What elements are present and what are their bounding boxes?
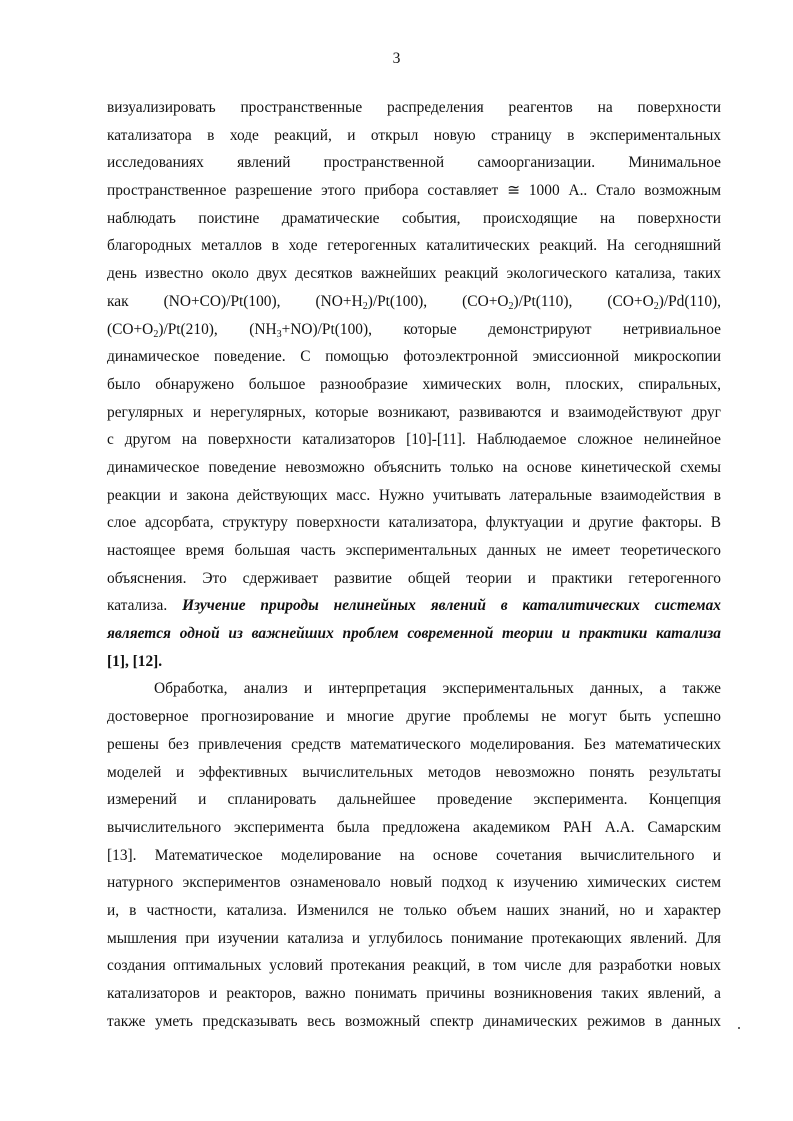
text-line: измерений и спланировать дальнейшее проведение эксперимента. Концепция [107,791,721,809]
text-line: катализаторов и реакторов, важно понимать причины возникновения таких явлений, а [107,985,721,1002]
emphasized-text: является одной из важнейших проблем современной теории и практики катализа [107,625,721,643]
citation-line [107,648,721,676]
text-line-formulas: как (NO+CO)/Pt(100), $(NO+H_2)/Pt(100)$, $(CO+O_2)/Pt(110)$, $(CO+O_2)/Pd(110)$, [107,292,721,312]
margin-dot [738,1027,740,1029]
text-line: катализатора в ходе реакций, и открыл новую страницу в экспериментальных [107,126,721,144]
page-number: 3 [392,50,401,67]
text-line: натурного экспериментов ознаменовало новый подход к изучению химических систем [107,874,721,892]
text-line: пространственное разрешение этого прибора составляет ≅ 1000 А.. Стало возможным [107,182,721,200]
text-line: наблюдать поистине драматические события, происходящие на поверхности [107,209,721,227]
text-line-emphasis: катализа. Изучение природы нелинейных явлений в каталитических системах [107,597,721,615]
text-line: также уметь предсказывать весь возможный спектр динамических режимов в данных [107,1012,721,1030]
text-line: настоящее время большая часть экспериментальных данных не имеет теоретического [107,542,721,559]
text-line: моделей и эффективных вычислительных методов невозможно понять результаты [107,763,721,781]
text-line-emphasis [107,620,721,648]
emphasized-text: Изучение природы нелинейных явлений в каталитических системах [182,597,721,615]
text-line-formulas: $(CO+O_2)/Pt(210)$, $(NH_3+NO)/Pt(100)$, которые демонстрируют нетривиальное [107,320,721,340]
text-line: [13]. Математическое моделирование на основе сочетания вычислительного и [107,846,721,864]
text-line: с другом на поверхности катализаторов [10]-[11]. Наблюдаемое сложное нелинейное [107,431,721,449]
text-line: решены без привлечения средств математического моделирования. Без математических [107,735,721,753]
paragraph-1 [107,94,721,675]
text-line: день известно около двух десятков важнейших реакций экологического катализа, таких [107,265,721,283]
text-line: создания оптимальных условий протекания реакций, в том числе для разработки новых [107,957,721,975]
body-text [107,94,721,1035]
text-line: слое адсорбата, структуру поверхности катализатора, флуктуации и другие факторы. В [107,514,721,532]
text-line: реакции и закона действующих масс. Нужно учитывать латеральные взаимодействия в [107,486,721,504]
text-line: мышления при изучении катализа и углубилось понимание протекающих явлений. Для [107,929,721,947]
text-line: объяснения. Это сдерживает развитие общей теории и практики гетерогенного [107,569,721,587]
text-line: исследованиях явлений пространственной самоорганизации. Минимальное [107,154,721,172]
text-line: благородных металлов в ходе гетерогенных каталитических реакций. На сегодняшний [107,237,721,255]
paragraph-2 [107,675,721,1035]
text-line: достоверное прогнозирование и многие другие проблемы не могут быть успешно [107,708,721,726]
text-line: и, в частности, катализа. Изменился не только объем наших знаний, но и характер [107,901,721,919]
text-line: регулярных и нерегулярных, которые возникают, развиваются и взаимодействуют друг [107,403,721,421]
citation-refs: [1], [12]. [107,652,163,670]
text-line: вычислительного эксперимента была предложена академиком РАН А.А. Самарским [107,818,721,836]
text-line: Обработка, анализ и интерпретация экспериментальных данных, а также [154,680,721,698]
text-line: визуализировать пространственные распределения реагентов на поверхности [107,99,721,116]
text-line: динамическое поведение. С помощью фотоэлектронной эмиссионной микроскопии [107,348,721,366]
text-line: динамическое поведение невозможно объяснить только на основе кинетической схемы [107,458,721,476]
text-line: было обнаружено большое разнообразие химических волн, плоских, спиральных, [107,375,721,393]
